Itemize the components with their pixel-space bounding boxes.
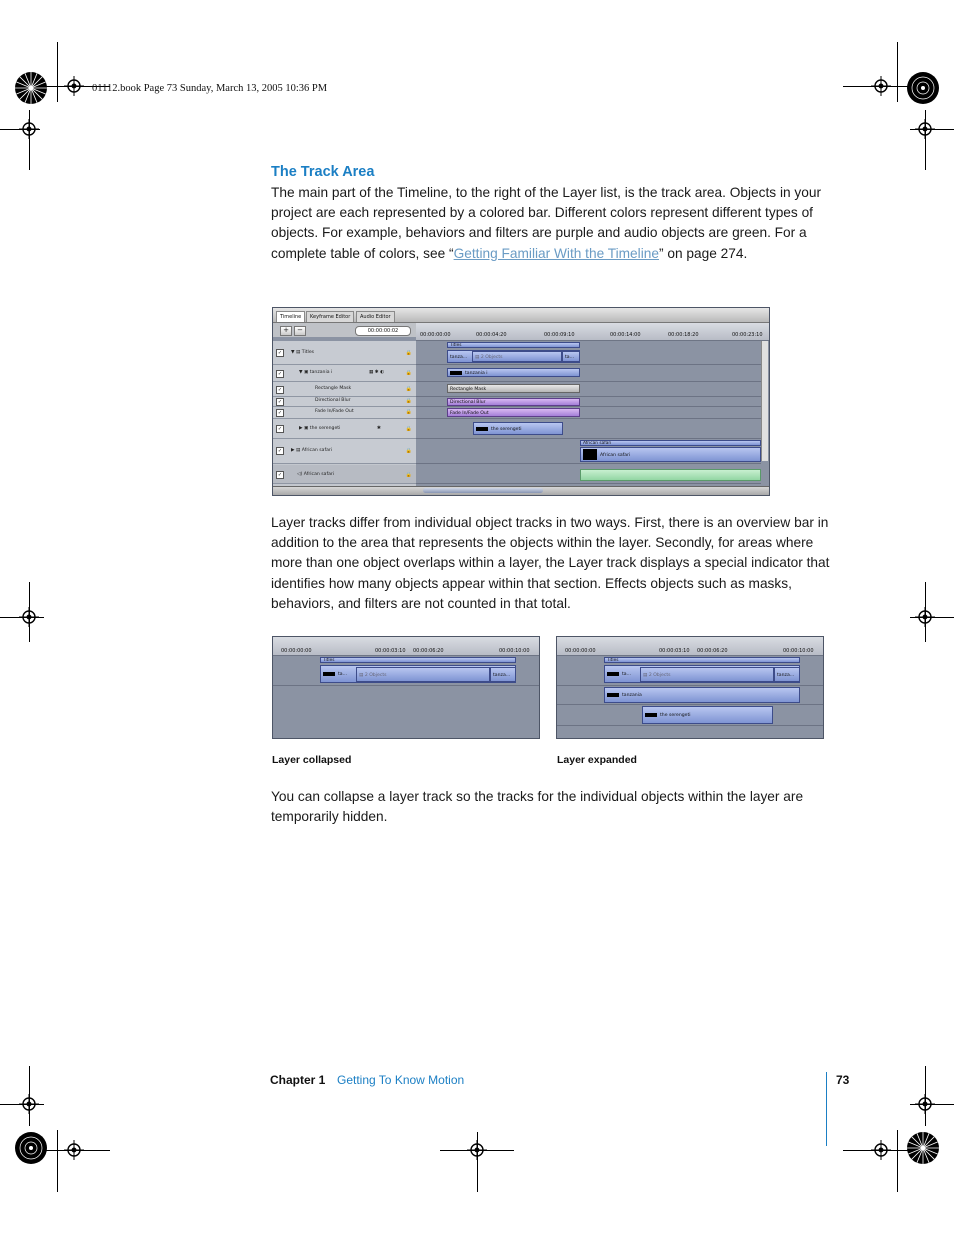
ruler-label: 00:00:23:10	[732, 332, 763, 338]
bar-label: tanza...	[450, 355, 468, 360]
safari-bar[interactable]	[580, 447, 761, 462]
ruler-label: 00:00:03:10	[659, 648, 690, 654]
enable-checkbox[interactable]: ✓	[277, 350, 283, 356]
layer-name: ▶ ▣ the serengeti	[299, 426, 341, 431]
tab-keyframe-editor[interactable]: Keyframe Editor	[306, 311, 354, 322]
enable-checkbox[interactable]: ✓	[277, 426, 283, 432]
starburst-mark-icon	[906, 1131, 940, 1165]
layer-row-fade[interactable]	[273, 407, 416, 419]
thumbnail-swatch	[607, 672, 619, 676]
titles-overview-bar[interactable]: Titles	[447, 342, 580, 348]
timecode-field[interactable]: 00:00:00:02	[355, 326, 411, 336]
lock-icon[interactable]: 🔒	[405, 472, 412, 478]
ruler-label: 00:00:04:20	[476, 332, 507, 338]
section-title: The Track Area	[271, 164, 375, 180]
layer-expanded-screenshot	[556, 636, 824, 739]
track-row	[416, 419, 761, 439]
bar-label: 2 Objects	[648, 673, 671, 678]
thumbnail-swatch	[476, 427, 488, 431]
bar-label: the serengeti	[491, 427, 522, 432]
collapse-paragraph: You can collapse a layer track so the tracks for the individual objects within the layer are temporarily hidden.	[271, 789, 804, 825]
layer-name: ▶ ▤ African safari	[291, 448, 333, 453]
layer-row-african-safari[interactable]	[273, 439, 416, 464]
enable-checkbox[interactable]: ✓	[277, 399, 283, 405]
layer-label: tanzania i	[309, 370, 333, 375]
layer-row-directional-blur[interactable]	[273, 397, 416, 407]
bar-label: ta...	[622, 672, 631, 677]
lock-icon[interactable]: 🔒	[405, 409, 412, 415]
objects-count-indicator: ▤ 2 Objects	[356, 667, 490, 682]
footer-chapter: Chapter 1	[270, 1073, 326, 1087]
registration-target-icon	[64, 76, 84, 96]
lock-icon[interactable]: 🔒	[405, 350, 412, 356]
ruler-label: 00:00:18:20	[668, 332, 699, 338]
tanzania-bar[interactable]	[604, 687, 800, 703]
layer-name: ◁) African safari	[297, 472, 335, 477]
lock-icon[interactable]: 🔒	[405, 370, 412, 376]
time-ruler[interactable]	[273, 637, 539, 656]
print-metadata: 01112.book Page 73 Sunday, March 13, 2005 10:36 PM	[92, 83, 328, 94]
cross-reference-link[interactable]: Getting Familiar With the Timeline	[453, 245, 659, 261]
thumbnail-swatch	[645, 713, 657, 717]
registration-target-icon	[19, 1094, 39, 1114]
bar-label: tanzania	[622, 693, 642, 698]
layer-row-tanzania[interactable]	[273, 365, 416, 382]
tab-audio-editor[interactable]: Audio Editor	[356, 311, 395, 322]
objects-count-indicator: ▤ 2 Objects	[472, 351, 562, 362]
crop-mark	[897, 42, 898, 102]
layer-label: Titles	[301, 350, 315, 355]
registration-target-icon	[871, 76, 891, 96]
page-number: 73	[836, 1073, 850, 1087]
tab-timeline[interactable]: Timeline	[276, 311, 305, 322]
ruler-label: 00:00:09:10	[544, 332, 575, 338]
registration-target-icon	[467, 1140, 487, 1160]
objects-count-indicator: ▤ 2 Objects	[640, 667, 774, 682]
thumbnail-swatch	[323, 672, 335, 676]
audio-row-african-safari[interactable]	[273, 465, 416, 484]
enable-checkbox[interactable]: ✓	[277, 410, 283, 416]
time-ruler[interactable]	[557, 637, 823, 656]
layer-row-serengeti[interactable]	[273, 419, 416, 439]
lock-icon[interactable]: 🔒	[405, 426, 412, 432]
caption-expanded: Layer expanded	[557, 754, 637, 766]
effects-icons: ▦ ✱ ◐	[369, 370, 385, 375]
enable-checkbox[interactable]: ✓	[277, 387, 283, 393]
registration-target-icon	[19, 607, 39, 627]
serengeti-bar[interactable]	[473, 422, 563, 435]
bar-label: tanzania i	[465, 371, 488, 376]
paragraph-text: ” on page 274.	[658, 245, 748, 261]
ruler-label: 00:00:06:20	[697, 648, 728, 654]
horizontal-scroll-thumb[interactable]	[423, 488, 543, 493]
crop-mark	[57, 1130, 58, 1192]
audio-waveform-bar[interactable]	[580, 469, 761, 481]
track-area	[416, 341, 761, 487]
registration-target-icon	[915, 607, 935, 627]
crop-mark	[897, 1130, 898, 1192]
enable-checkbox[interactable]: ✓	[277, 448, 283, 454]
crop-mark	[57, 42, 58, 102]
layer-name: ▼ ▣ tanzania i	[299, 370, 333, 375]
timeline-tab-bar	[273, 308, 769, 323]
starburst-mark-icon	[14, 71, 48, 105]
ruler-label: 00:00:00:00	[420, 332, 451, 338]
timeline-bottom-controls	[273, 486, 769, 495]
thumbnail-swatch	[583, 449, 597, 460]
titles-end-bar[interactable]: tanza...	[490, 667, 516, 682]
layer-toolbar	[273, 323, 416, 337]
paragraph-text: The main part of the Timeline, to the right of the Layer list, is the track area. Objects in your project are each represented by a colored bar. Different colors represent different types of objects. For example, behaviors and filters are purple and audio objects are green. For a complete table of colors, see “	[271, 185, 822, 261]
lock-icon[interactable]: 🔒	[405, 386, 412, 392]
footer-chapter-title: Getting To Know Motion	[337, 1073, 465, 1087]
starburst-mark-icon	[906, 71, 940, 105]
bar-label: African safari	[600, 453, 631, 458]
caption-collapsed: Layer collapsed	[272, 754, 352, 766]
layer-row-titles[interactable]	[273, 341, 416, 365]
ruler-label: 00:00:00:00	[565, 648, 596, 654]
enable-checkbox[interactable]: ✓	[277, 472, 283, 478]
directional-blur-bar[interactable]: Directional Blur	[447, 398, 580, 406]
titles-overview-bar[interactable]: Titles	[604, 657, 800, 663]
layer-label: African safari	[303, 472, 335, 477]
layer-name: Rectangle Mask	[315, 386, 352, 391]
registration-target-icon	[64, 1140, 84, 1160]
titles-overview-bar[interactable]: Titles	[320, 657, 516, 663]
ruler-label: 00:00:06:20	[413, 648, 444, 654]
layer-row-rectangle-mask[interactable]	[273, 382, 416, 397]
vertical-scrollbar[interactable]	[761, 341, 768, 461]
bar-label: 2 Objects	[480, 355, 503, 360]
intro-paragraph	[271, 183, 831, 264]
titles-end-bar[interactable]: tanza...	[774, 667, 800, 682]
layer-label: the serengeti	[309, 426, 341, 431]
starburst-mark-icon	[14, 1131, 48, 1165]
titles-end-bar[interactable]: ta...	[562, 351, 580, 362]
enable-checkbox[interactable]: ✓	[277, 371, 283, 377]
ruler-label: 00:00:10:00	[783, 648, 814, 654]
ruler-label: 00:00:03:10	[375, 648, 406, 654]
safari-overview-bar[interactable]: African safari	[580, 440, 761, 446]
registration-target-icon	[19, 119, 39, 139]
thumbnail-swatch	[450, 371, 462, 375]
footer-divider	[826, 1072, 827, 1146]
registration-target-icon	[915, 119, 935, 139]
registration-target-icon	[871, 1140, 891, 1160]
layer-name: Fade In/Fade Out	[315, 409, 354, 414]
ruler-label: 00:00:14:00	[610, 332, 641, 338]
ruler-label: 00:00:00:00	[281, 648, 312, 654]
behavior-icon: ✱	[377, 426, 381, 431]
bar-label: ta...	[338, 672, 347, 677]
layer-name: Directional Blur	[315, 398, 351, 403]
fade-bar[interactable]: Fade In/Fade Out	[447, 408, 580, 417]
layer-list	[273, 341, 416, 487]
remove-button[interactable]: −	[294, 326, 306, 336]
layer-name: ▼ ▤ Titles	[291, 350, 315, 355]
lock-icon[interactable]: 🔒	[405, 398, 412, 404]
serengeti-bar[interactable]	[642, 706, 773, 724]
layer-tracks-paragraph: Layer tracks differ from individual object tracks in two ways. First, there is an overview bar in addition to the area that represents the objects within the layer. Secondly, for areas where more than one object overlaps within a layer, the Layer track displays a special indicator that identifies how many objects appear within that section. Effects objects such as masks, behaviors, and filters are not counted in that total.	[271, 515, 830, 611]
ruler-label: 00:00:10:00	[499, 648, 530, 654]
bar-label: the serengeti	[660, 713, 691, 718]
tanzania-bar[interactable]	[447, 368, 580, 377]
rectangle-mask-bar[interactable]: Rectangle Mask	[447, 384, 580, 393]
timeline-screenshot	[272, 307, 770, 496]
registration-target-icon	[915, 1094, 935, 1114]
bar-label: 2 Objects	[364, 673, 387, 678]
lock-icon[interactable]: 🔒	[405, 448, 412, 454]
layer-collapsed-screenshot	[272, 636, 540, 739]
layer-label: African safari	[301, 448, 333, 453]
add-button[interactable]: +	[280, 326, 292, 336]
thumbnail-swatch	[607, 693, 619, 697]
time-ruler[interactable]	[416, 323, 769, 341]
